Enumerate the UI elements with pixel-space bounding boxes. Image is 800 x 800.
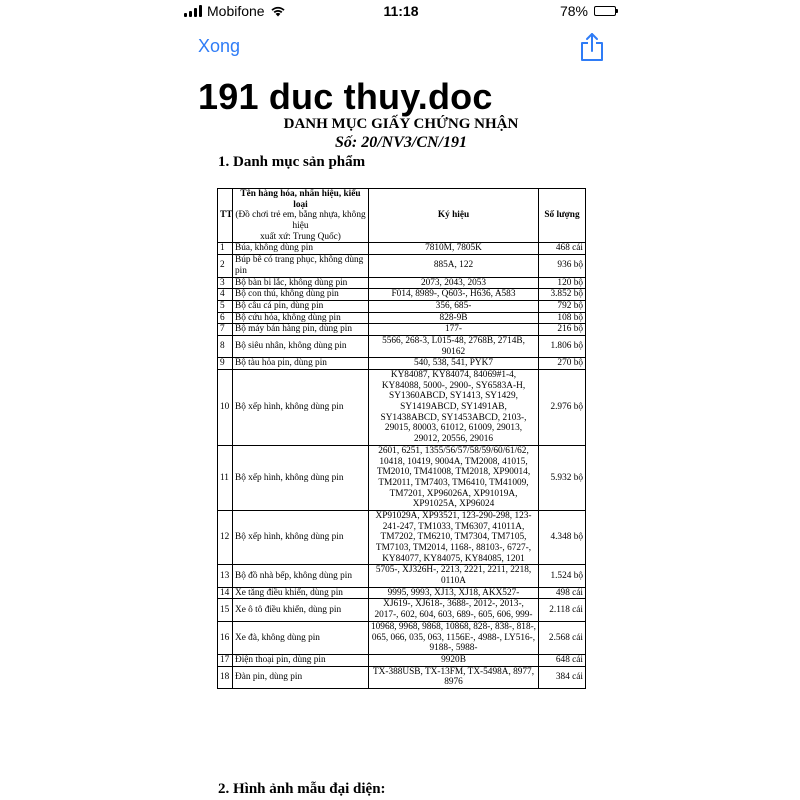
row-qty: 2.118 cái [539, 599, 586, 621]
row-qty: 792 bộ [539, 300, 586, 312]
row-tt: 17 [218, 654, 233, 666]
header-name-main: Tên hàng hóa, nhãn hiệu, kiểu loại [240, 189, 361, 210]
row-name: Bộ xếp hình, không dùng pin [233, 510, 369, 564]
row-qty: 936 bộ [539, 255, 586, 277]
row-name: Xe ô tô điều khiển, dùng pin [233, 599, 369, 621]
table-row [218, 300, 586, 312]
row-code: 2073, 2043, 2053 [369, 277, 539, 289]
table-row [218, 358, 586, 370]
row-tt: 9 [218, 358, 233, 370]
document-preview[interactable] [176, 116, 626, 800]
row-tt: 13 [218, 565, 233, 587]
table-row [218, 599, 586, 621]
row-code: 885A, 122 [369, 255, 539, 277]
certificate-number: Số: 20/NV3/CN/191 [334, 134, 467, 151]
row-name: Búa, không dùng pin [233, 243, 369, 255]
row-tt: 12 [218, 510, 233, 564]
table-row [218, 324, 586, 336]
status-right [560, 3, 616, 19]
document-title: 191 duc thuy.doc [198, 76, 493, 117]
row-code: F014, 8989-, Q603-, H636, A583 [369, 289, 539, 301]
row-qty: 4.348 bộ [539, 510, 586, 564]
table-row [218, 666, 586, 688]
row-name: Bộ máy bán hàng pin, dùng pin [233, 324, 369, 336]
header-qty: Số lượng [539, 189, 586, 243]
row-tt: 2 [218, 255, 233, 277]
done-button[interactable]: Xong [198, 36, 241, 56]
row-tt: 5 [218, 300, 233, 312]
row-name: Xe tăng điều khiển, dùng pin [233, 587, 369, 599]
row-name: Bộ tàu hỏa pin, dùng pin [233, 358, 369, 370]
table-row [218, 312, 586, 324]
row-name: Bộ xếp hình, không dùng pin [233, 445, 369, 510]
row-code: XJ619-, XJ618-, 3688-, 2012-, 2013-, 2017-, 602, 604, 603, 689-, 605, 606, 999- [369, 599, 539, 621]
row-qty: 5.932 bộ [539, 445, 586, 510]
phone-screen [176, 0, 626, 800]
row-name: Đàn pin, dùng pin [233, 666, 369, 688]
row-qty: 384 cái [539, 666, 586, 688]
row-qty: 2.568 cái [539, 621, 586, 654]
row-tt: 11 [218, 445, 233, 510]
row-qty: 216 bộ [539, 324, 586, 336]
header-name-origin: xuất xứ: Trung Quốc) [260, 231, 341, 242]
row-code: 540, 538, 541, PYK7 [369, 358, 539, 370]
row-name: Điện thoại pin, dùng pin [233, 654, 369, 666]
section-2-title: 2. Hình ảnh mẫu đại diện: [218, 781, 386, 797]
row-tt: 14 [218, 587, 233, 599]
row-tt: 6 [218, 312, 233, 324]
table-row [218, 654, 586, 666]
table-row [218, 335, 586, 357]
row-qty: 2.976 bộ [539, 370, 586, 446]
table-row [218, 243, 586, 255]
row-qty: 120 bộ [539, 277, 586, 289]
row-tt: 18 [218, 666, 233, 688]
row-code: 7810M, 7805K [369, 243, 539, 255]
row-tt: 7 [218, 324, 233, 336]
row-qty: 648 cái [539, 654, 586, 666]
row-tt: 10 [218, 370, 233, 446]
table-row [218, 445, 586, 510]
table-header-row [218, 189, 586, 243]
row-code: 177- [369, 324, 539, 336]
table-row [218, 621, 586, 654]
row-qty: 108 bộ [539, 312, 586, 324]
row-code: 356, 685- [369, 300, 539, 312]
row-code: KY84087, KY84074, 84069#1-4, KY84088, 5000-, 2900-, SY6583A-H, SY1360ABCD, SY1413, SY1429, SY1419ABCD, SY1491AB, SY1438ABCD, SY1453ABCD, 2103-, 29015, 80003, 61012, 61009, 29013, 29012, 20556, 29016 [369, 370, 539, 446]
battery-icon [594, 6, 616, 16]
row-name: Bộ câu cá pin, dùng pin [233, 300, 369, 312]
status-bar [176, 0, 626, 24]
row-name: Bộ cứu hỏa, không dùng pin [233, 312, 369, 324]
row-code: 9920B [369, 654, 539, 666]
row-code: 10968, 9968, 9868, 10868, 828-, 838-, 818-, 065, 066, 035, 063, 1156E-, 4988-, LY516-, 9188-, 5988- [369, 621, 539, 654]
row-tt: 4 [218, 289, 233, 301]
table-row [218, 289, 586, 301]
row-code: 5705-, XJ326H-, 2213, 2221, 2211, 2218, 0110A [369, 565, 539, 587]
battery-percent: 78% [559, 3, 588, 19]
document-cut-heading: DANH MỤC GIẤY CHỨNG NHẬN [283, 116, 519, 132]
row-code: TX-388USB, TX-13FM, TX-5498A, 8977, 8976 [369, 666, 539, 688]
row-qty: 270 bộ [539, 358, 586, 370]
row-name: Xe đà, không dùng pin [233, 621, 369, 654]
row-tt: 15 [218, 599, 233, 621]
row-qty: 3.852 bộ [539, 289, 586, 301]
row-code: 9995, 9993, XJ13, XJ18, AKX527- [369, 587, 539, 599]
row-name: Bộ con thú, không dùng pin [233, 289, 369, 301]
row-qty: 1.524 bộ [539, 565, 586, 587]
table-row [218, 510, 586, 564]
row-name: Búp bê có trang phục, không dùng pin [233, 255, 369, 277]
row-name: Bộ siêu nhân, không dùng pin [233, 335, 369, 357]
row-tt: 1 [218, 243, 233, 255]
row-qty: 468 cái [539, 243, 586, 255]
carrier-label: Mobifone [207, 3, 265, 19]
row-code: 5566, 268-3, L015-48, 2768B, 2714B, 90162 [369, 335, 539, 357]
row-code: 2601, 6251, 1355/56/57/58/59/60/61/62, 10418, 10419, 9004A, TM2008, 41015, TM2010, TM41008, TM2018, XP90014, TM2011, TM7403, TM6410, TM41009, TM7201, XP96026A, XP91019A, XP91025A, XP96024 [369, 445, 539, 510]
table-row [218, 565, 586, 587]
header-name-sub: (Đồ chơi trẻ em, bằng nhựa, không hiệu [235, 210, 366, 232]
table-row [218, 587, 586, 599]
table-row [218, 370, 586, 446]
row-tt: 3 [218, 277, 233, 289]
row-name: Bộ đồ nhà bếp, không dùng pin [233, 565, 369, 587]
row-code: XP91029A, XP93521, 123-290-298, 123-241-247, TM1033, TM6307, 41011A, TM7202, TM6210, TM7304, TM7105, TM7103, TM2014, 1168-, 88103-, 6727-, KY84077, KY84075, KY84085, 1201 [369, 510, 539, 564]
row-tt: 8 [218, 335, 233, 357]
row-name: Bộ bàn bi lắc, không dùng pin [233, 277, 369, 289]
table-row [218, 277, 586, 289]
product-table [217, 188, 586, 689]
header-code: Ký hiệu [369, 189, 539, 243]
header-tt: TT [218, 189, 233, 243]
section-1-title: 1. Danh mục sản phẩm [218, 154, 366, 170]
navigation-bar [176, 24, 626, 70]
row-qty: 1.806 bộ [539, 335, 586, 357]
table-row [218, 255, 586, 277]
row-code: 828-9B [369, 312, 539, 324]
header-name [233, 189, 369, 243]
row-qty: 498 cái [539, 587, 586, 599]
clock: 11:18 [383, 3, 419, 19]
row-tt: 16 [218, 621, 233, 654]
share-icon[interactable] [580, 32, 604, 62]
row-name: Bộ xếp hình, không dùng pin [233, 370, 369, 446]
